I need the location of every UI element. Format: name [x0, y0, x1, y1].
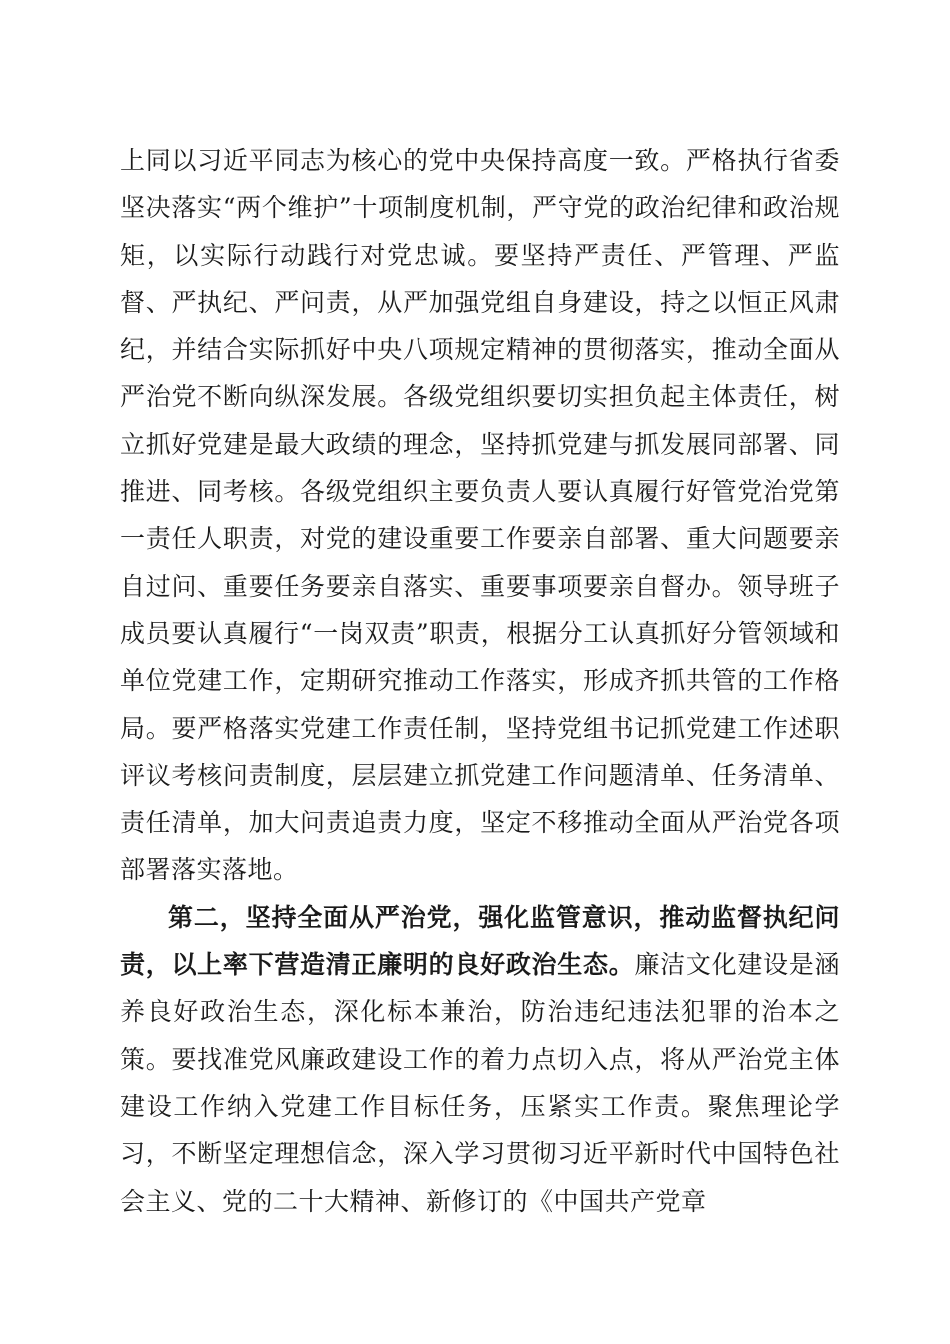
paragraph-2-body: 廉洁文化建设是涵养良好政治生态，深化标本兼治，防治违纪违法犯罪的治本之策。要找准党风廉政建设工作的着力点切入点，将从严治党主体建设工作纳入党建工作目标任务，压紧实工作责。聚焦理论学习，不断坚定理想信念，深入学习贯彻习近平新时代中国特色社会主义、党的二十大精神、新修订的《中国共产党章 [120, 950, 840, 1216]
paragraph-2-heading: 第二，坚持全面从严治党，强化监管意识，推动监督执纪问责，以上率下营造清正廉明的良好政治生态。 [120, 902, 840, 980]
paragraph-2 [120, 894, 840, 1225]
document-body [120, 137, 840, 1225]
paragraph-1: 上同以习近平同志为核心的党中央保持高度一致。严格执行省委坚决落实“两个维护”十项制度机制，严守党的政治纪律和政治规矩，以实际行动践行对党忠诚。要坚持严责任、严管理、严监督、严执纪、严问责，从严加强党组自身建设，持之以恒正风肃纪，并结合实际抓好中央八项规定精神的贯彻落实，推动全面从严治党不断向纵深发展。各级党组织要切实担负起主体责任，树立抓好党建是最大政绩的理念，坚持抓党建与抓发展同部署、同推进、同考核。各级党组织主要负责人要认真履行好管党治党第一责任人职责，对党的建设重要工作要亲自部署、重大问题要亲自过问、重要任务要亲自落实、重要事项要亲自督办。领导班子成员要认真履行“一岗双责”职责，根据分工认真抓好分管领域和单位党建工作，定期研究推动工作落实，形成齐抓共管的工作格局。要严格落实党建工作责任制，坚持党组书记抓党建工作述职评议考核问责制度，层层建立抓党建工作问题清单、任务清单、责任清单，加大问责追责力度，坚定不移推动全面从严治党各项部署落实落地。 [120, 146, 840, 885]
